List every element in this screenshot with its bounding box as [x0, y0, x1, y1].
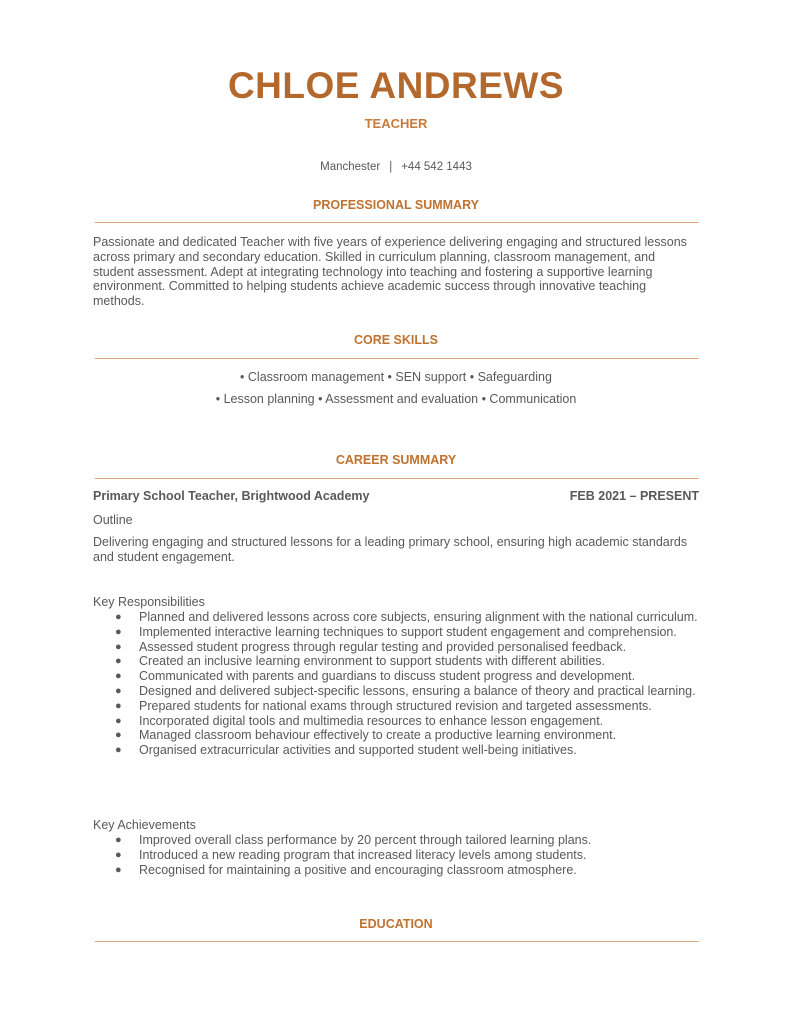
location-text: Manchester [320, 161, 381, 173]
section-title-core-skills: CORE SKILLS [353, 333, 439, 347]
bullet-icon: ● [115, 640, 122, 653]
list-item [93, 684, 699, 699]
list-item-text: Incorporated digital tools and multimedia resources to enhance lesson engagement. [139, 713, 604, 728]
list-item-text: Recognised for maintaining a positive and encouraging classroom atmosphere. [139, 862, 577, 877]
summary-paragraph: Passionate and dedicated Teacher with five years of experience delivering engaging and structured lessons across primary and secondary education. Skilled in curriculum planning, classroom management, and student assessment. Adept at integrating technology into teaching and fostering a supportive learning environment. Committed to helping students achieve academic success through innovative teaching methods. [93, 235, 687, 309]
outline-paragraph: Delivering engaging and structured lessons for a leading primary school, ensuring high academic standards and student engagement. [93, 535, 688, 564]
candidate-name: CHLOE ANDREWS [227, 65, 565, 106]
bullet-icon: ● [115, 684, 122, 697]
skills-line-2: • Lesson planning • Assessment and evaluation • Communication [215, 392, 577, 406]
section-divider [95, 222, 699, 223]
bullet-icon: ● [115, 699, 122, 712]
list-item [93, 833, 699, 848]
list-item-text: Implemented interactive learning techniques to support student engagement and comprehension. [139, 624, 677, 639]
list-item [93, 728, 699, 743]
bullet-icon: ● [115, 625, 122, 638]
bullet-icon: ● [115, 670, 122, 683]
job-dates: FEB 2021 – PRESENT [569, 489, 699, 503]
bullet-icon: ● [115, 714, 122, 727]
list-item-text: Improved overall class performance by 20 percent through tailored learning plans. [139, 833, 592, 847]
bullet-icon: ● [115, 611, 122, 623]
contact-separator: | [389, 161, 393, 173]
bullet-icon: ● [115, 834, 122, 846]
list-item [93, 848, 699, 863]
bullet-icon: ● [115, 863, 122, 876]
section-title-career-summary: CAREER SUMMARY [335, 453, 457, 467]
outline-label: Outline [93, 513, 133, 527]
list-item [93, 640, 699, 655]
responsibilities-label: Key Responsibilities [93, 595, 205, 609]
list-item-text: Planned and delivered lessons across core subjects, ensuring alignment with the national curriculum. [139, 610, 698, 624]
list-item-text: Managed classroom behaviour effectively to create a productive learning environment. [139, 728, 617, 743]
bullet-icon: ● [115, 655, 122, 668]
list-item [93, 743, 699, 758]
achievements-list [93, 833, 699, 877]
section-divider [95, 358, 699, 359]
list-item [93, 863, 699, 878]
job-title: Primary School Teacher, Brightwood Academy [93, 489, 370, 503]
list-item [93, 625, 699, 640]
list-item-text: Organised extracurricular activities and supported student well-being initiatives. [139, 743, 577, 758]
list-item [93, 654, 699, 669]
list-item-text: Assessed student progress through regular testing and provided personalised feedback. [139, 639, 627, 654]
list-item-text: Introduced a new reading program that increased literacy levels among students. [139, 847, 587, 862]
phone-text: +44 542 1443 [401, 161, 472, 173]
bullet-icon: ● [115, 729, 122, 742]
job-role: TEACHER [364, 116, 428, 131]
list-item [93, 699, 699, 714]
section-divider [95, 941, 699, 942]
list-item-text: Communicated with parents and guardians to discuss student progress and development. [139, 669, 636, 684]
section-title-education: EDUCATION [359, 917, 433, 931]
list-item-text: Designed and delivered subject-specific lessons, ensuring a balance of theory and practical learning. [139, 683, 696, 698]
bullet-icon: ● [115, 744, 122, 757]
list-item [93, 610, 699, 625]
section-divider [95, 478, 699, 479]
bullet-icon: ● [115, 848, 122, 861]
list-item [93, 714, 699, 729]
skills-line-1: • Classroom management • SEN support • Safeguarding [240, 370, 552, 384]
contact-line [93, 160, 699, 175]
responsibilities-list [93, 610, 699, 758]
list-item [93, 669, 699, 684]
achievements-label: Key Achievements [93, 818, 196, 832]
list-item-text: Created an inclusive learning environment to support students with different abilities. [139, 654, 606, 669]
section-title-professional-summary: PROFESSIONAL SUMMARY [313, 198, 479, 212]
list-item-text: Prepared students for national exams through structured revision and targeted assessments. [139, 698, 652, 713]
